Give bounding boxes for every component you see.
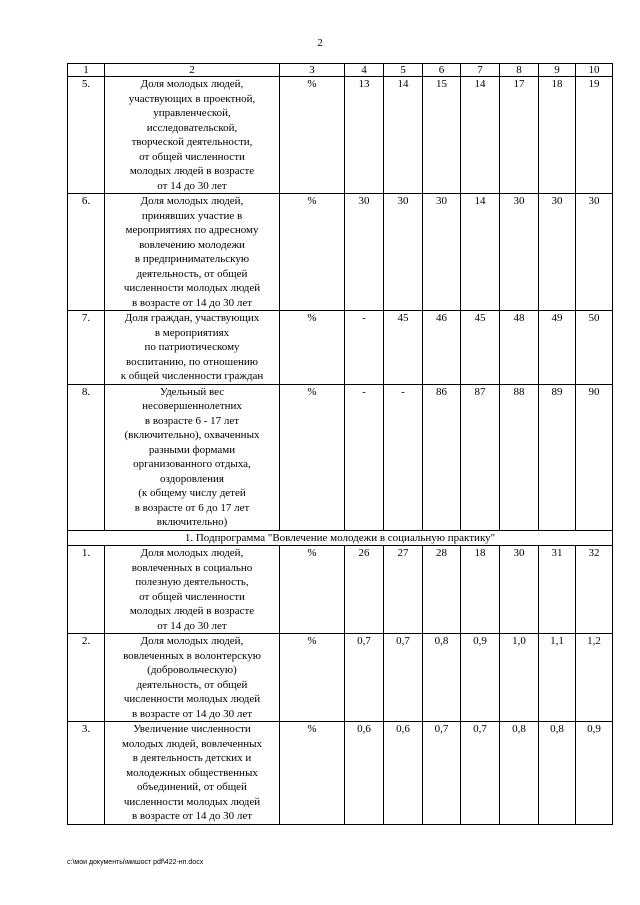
indicator-description: Доля молодых людей, вовлеченных в волонтерскую (добровольческую) деятельность, от общей численности молодых людей в возрасте от 14 до 30 лет [105,634,280,722]
row-number: 6. [68,194,105,311]
value-cell: 14 [461,194,500,311]
value-cell: 30 [500,546,539,634]
value-cell: 14 [384,77,423,194]
header-row [68,64,613,77]
row-number: 5. [68,77,105,194]
value-cell: 46 [423,311,461,385]
value-cell: 1,1 [539,634,576,722]
footer-path: c:\мои документы\мишост pdf\422-нп.docx [67,859,204,866]
value-cell: 86 [423,384,461,530]
table-row [68,634,613,722]
value-cell: 30 [576,194,613,311]
value-cell: 1,0 [500,634,539,722]
value-cell: - [345,311,384,385]
header-cell: 6 [423,64,461,77]
header-cell: 7 [461,64,500,77]
value-cell: 18 [461,546,500,634]
value-cell: - [384,384,423,530]
value-cell: 0,8 [539,722,576,825]
value-cell: 30 [539,194,576,311]
indicator-description: Увеличение численности молодых людей, вовлеченных в деятельность детских и молодежных общественных объединений, от общей численности молодых людей в возрасте от 14 до 30 лет [105,722,280,825]
header-cell: 10 [576,64,613,77]
value-cell: 0,9 [576,722,613,825]
value-cell: 14 [461,77,500,194]
value-cell: 0,8 [500,722,539,825]
table-row [68,311,613,385]
value-cell: 26 [345,546,384,634]
header-cell: 9 [539,64,576,77]
header-cell: 3 [280,64,345,77]
value-cell: 49 [539,311,576,385]
value-cell: 0,7 [423,722,461,825]
table-row [68,546,613,634]
value-cell: 18 [539,77,576,194]
value-cell: 0,9 [461,634,500,722]
unit-cell: % [280,77,345,194]
unit-cell: % [280,384,345,530]
header-cell: 4 [345,64,384,77]
row-number: 8. [68,384,105,530]
value-cell: 45 [461,311,500,385]
row-number: 1. [68,546,105,634]
value-cell: 1,2 [576,634,613,722]
value-cell: 0,8 [423,634,461,722]
row-number: 2. [68,634,105,722]
indicator-description: Удельный вес несовершеннолетних в возрасте 6 - 17 лет (включительно), охваченных разными формами организованного отдыха, оздоровления (к общему числу детей в возрасте от 6 до 17 лет включительно) [105,384,280,530]
value-cell: 31 [539,546,576,634]
unit-cell: % [280,194,345,311]
value-cell: 17 [500,77,539,194]
value-cell: - [345,384,384,530]
value-cell: 0,6 [345,722,384,825]
value-cell: 0,7 [384,634,423,722]
header-cell: 2 [105,64,280,77]
table-row [68,77,613,194]
page-number: 2 [317,37,323,49]
value-cell: 27 [384,546,423,634]
header-cell: 8 [500,64,539,77]
value-cell: 13 [345,77,384,194]
indicator-description: Доля граждан, участвующих в мероприятиях по патриотическому воспитанию, по отношению к общей численности граждан [105,311,280,385]
value-cell: 28 [423,546,461,634]
section-row [68,530,613,546]
header-cell: 5 [384,64,423,77]
value-cell: 89 [539,384,576,530]
unit-cell: % [280,311,345,385]
table-row [68,722,613,825]
table-row [68,194,613,311]
unit-cell: % [280,634,345,722]
indicators-table [67,63,613,825]
indicator-description: Доля молодых людей, участвующих в проектной, управленческой, исследовательской, творческой деятельности, от общей численности молодых людей в возрасте от 14 до 30 лет [105,77,280,194]
value-cell: 90 [576,384,613,530]
unit-cell: % [280,546,345,634]
value-cell: 0,7 [461,722,500,825]
row-number: 3. [68,722,105,825]
header-cell: 1 [68,64,105,77]
section-title: 1. Подпрограмма "Вовлечение молодежи в социальную практику" [68,530,613,546]
indicator-description: Доля молодых людей, принявших участие в мероприятиях по адресному вовлечению молодежи в предпринимательскую деятельность, от общей численности молодых людей в возрасте от 14 до 30 лет [105,194,280,311]
value-cell: 87 [461,384,500,530]
value-cell: 30 [423,194,461,311]
value-cell: 45 [384,311,423,385]
unit-cell: % [280,722,345,825]
value-cell: 30 [384,194,423,311]
value-cell: 0,7 [345,634,384,722]
value-cell: 32 [576,546,613,634]
row-number: 7. [68,311,105,385]
value-cell: 30 [500,194,539,311]
indicator-description: Доля молодых людей, вовлеченных в социально полезную деятельность, от общей численности молодых людей в возрасте от 14 до 30 лет [105,546,280,634]
value-cell: 50 [576,311,613,385]
value-cell: 0,6 [384,722,423,825]
value-cell: 48 [500,311,539,385]
table-row [68,384,613,530]
value-cell: 19 [576,77,613,194]
value-cell: 15 [423,77,461,194]
value-cell: 30 [345,194,384,311]
value-cell: 88 [500,384,539,530]
